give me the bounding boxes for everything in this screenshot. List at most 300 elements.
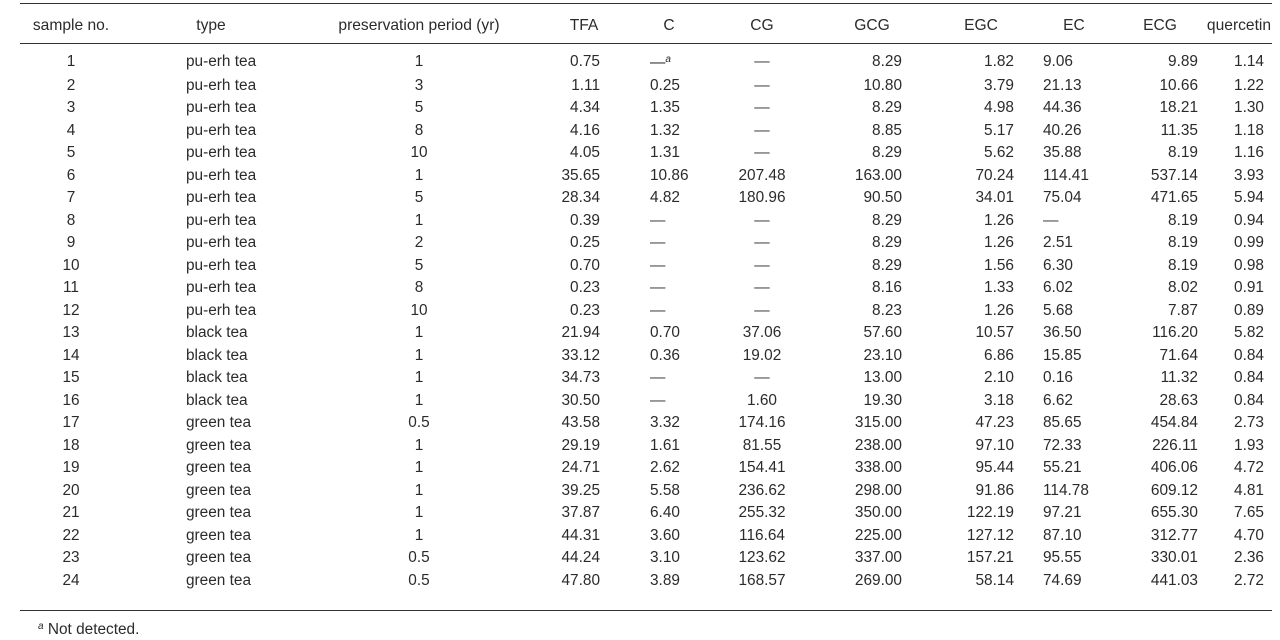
cell-ec: 114.41	[1043, 166, 1089, 184]
cell-cg: 116.64	[739, 526, 785, 544]
cell-preservation-period: 0.5	[408, 414, 430, 431]
cell-egc: 97.10	[975, 436, 1014, 454]
cell-ecg: 655.30	[1150, 504, 1198, 521]
table-body	[20, 43, 1272, 592]
cell-type: black tea	[186, 369, 248, 386]
table-row	[20, 232, 1272, 255]
cell-egc: 3.79	[984, 76, 1014, 94]
footnote-text: Not detected.	[47, 621, 140, 638]
cell-type: pu-erh tea	[186, 279, 257, 296]
cell-sample-no: 17	[62, 414, 80, 431]
cell-cg: —	[754, 234, 770, 251]
cell-ecg: 9.89	[1168, 52, 1198, 70]
cell-c: —	[650, 391, 666, 409]
cell-egc: 1.33	[984, 279, 1014, 296]
table-row	[20, 120, 1272, 143]
table-top-rule	[20, 3, 1272, 4]
cell-cg: 1.60	[747, 391, 777, 409]
cell-egc: 1.26	[984, 301, 1014, 319]
cell-sample-no: 20	[62, 481, 80, 499]
cell-sample-no: 21	[62, 504, 80, 521]
cell-preservation-period: 1	[414, 481, 424, 499]
cell-tfa: 24.71	[561, 459, 600, 476]
footnote-marker: a	[38, 621, 44, 632]
cell-egc: 6.86	[984, 346, 1014, 364]
cell-quercetin: 0.99	[1234, 234, 1264, 251]
cell-tfa: 0.75	[570, 52, 600, 70]
cell-ec: 6.62	[1043, 391, 1073, 409]
cell-ecg: 406.06	[1150, 459, 1198, 476]
cell-preservation-period: 1	[414, 459, 424, 476]
cell-sample-no: 19	[62, 459, 80, 476]
cell-sample-no: 2	[66, 76, 76, 94]
cell-preservation-period: 5	[414, 99, 424, 116]
cell-type: green tea	[186, 504, 252, 521]
cell-egc: 58.14	[975, 571, 1014, 589]
cell-type: pu-erh tea	[186, 211, 257, 229]
cell-egc: 47.23	[975, 414, 1014, 431]
cell-gcg: 13.00	[863, 369, 902, 386]
cell-quercetin: 1.14	[1234, 52, 1264, 70]
cell-quercetin: 0.84	[1234, 391, 1264, 409]
cell-ec: 40.26	[1043, 121, 1082, 139]
table-row	[20, 412, 1272, 435]
cell-cg: 123.62	[738, 549, 786, 566]
cell-quercetin: 0.84	[1234, 369, 1264, 386]
cell-ec: 2.51	[1043, 234, 1073, 251]
cell-type: black tea	[186, 391, 248, 409]
cell-c: —	[650, 234, 666, 251]
cell-sample-no: 22	[62, 526, 80, 544]
cell-ecg: 8.19	[1168, 234, 1198, 251]
cell-quercetin: 3.93	[1234, 166, 1264, 184]
cell-ec: 55.21	[1043, 459, 1082, 476]
cell-egc: 2.10	[984, 369, 1014, 386]
cell-preservation-period: 2	[414, 234, 424, 251]
cell-c: 3.32	[650, 414, 680, 431]
cell-gcg: 315.00	[854, 414, 902, 431]
cell-gcg: 163.00	[854, 166, 902, 184]
cell-cg: 19.02	[742, 346, 782, 364]
table-row	[20, 97, 1272, 120]
cell-sample-no: 12	[62, 301, 80, 319]
cell-egc: 10.57	[975, 324, 1014, 341]
cell-gcg: 8.29	[872, 256, 902, 274]
cell-cg: —	[754, 52, 770, 70]
cell-c: 3.60	[650, 526, 680, 544]
cell-preservation-period: 10	[410, 301, 428, 319]
cell-cg: —	[754, 99, 770, 116]
cell-ecg: 11.35	[1160, 121, 1198, 139]
cell-c: 3.10	[650, 549, 680, 566]
table-row	[20, 322, 1272, 345]
cell-ec: 6.30	[1043, 256, 1073, 274]
cell-gcg: 8.29	[872, 52, 902, 70]
table-row	[20, 142, 1272, 165]
not-detected-dash: —	[650, 54, 666, 71]
cell-gcg: 8.29	[872, 211, 902, 229]
cell-c: 1.35	[650, 99, 680, 116]
cell-ec: 95.55	[1043, 549, 1082, 566]
cell-tfa: 4.16	[570, 121, 600, 139]
cell-ecg: 116.20	[1152, 324, 1198, 341]
cell-egc: 3.18	[984, 391, 1014, 409]
column-header-gcg: GCG	[854, 16, 890, 34]
cell-egc: 127.12	[966, 526, 1014, 544]
cell-c: 6.40	[650, 504, 680, 521]
cell-quercetin: 0.98	[1234, 256, 1264, 274]
cell-gcg: 8.16	[872, 279, 902, 296]
cell-cg: —	[754, 256, 770, 274]
cell-cg: —	[754, 279, 770, 296]
cell-type: pu-erh tea	[186, 166, 257, 184]
cell-tfa: 34.73	[561, 369, 600, 386]
cell-quercetin: 2.36	[1234, 549, 1264, 566]
cell-cg: 81.55	[742, 436, 782, 454]
cell-type: pu-erh tea	[186, 144, 257, 161]
cell-ec: 75.04	[1043, 189, 1082, 206]
cell-quercetin: 1.22	[1234, 76, 1264, 94]
cell-gcg: 23.10	[863, 346, 902, 364]
cell-egc: 5.62	[984, 144, 1014, 161]
cell-type: black tea	[186, 324, 248, 341]
cell-sample-no: 6	[66, 166, 76, 184]
cell-cg: 207.48	[738, 166, 786, 184]
cell-egc: 1.56	[984, 256, 1014, 274]
cell-preservation-period: 5	[414, 189, 424, 206]
cell-type: pu-erh tea	[186, 189, 257, 206]
cell-ec: —	[1043, 211, 1059, 229]
cell-type: green tea	[186, 571, 252, 589]
cell-ecg: 312.77	[1150, 526, 1198, 544]
cell-ec: 114.78	[1043, 481, 1089, 499]
cell-preservation-period: 1	[414, 369, 424, 386]
cell-quercetin: 0.84	[1234, 346, 1264, 364]
cell-preservation-period: 1	[414, 324, 424, 341]
cell-ec: 72.33	[1043, 436, 1082, 454]
cell-ecg: 71.64	[1159, 346, 1198, 364]
table-row	[20, 435, 1272, 458]
cell-gcg: 298.00	[854, 481, 902, 499]
cell-ecg: 8.19	[1168, 144, 1198, 161]
cell-preservation-period: 1	[414, 436, 424, 454]
cell-sample-no: 11	[63, 279, 79, 296]
cell-cg: 236.62	[738, 481, 786, 499]
cell-ec: 97.21	[1043, 504, 1082, 521]
cell-quercetin: 2.73	[1234, 414, 1264, 431]
cell-quercetin: 1.93	[1234, 436, 1264, 454]
cell-ecg: 11.32	[1160, 369, 1198, 386]
table-row	[20, 43, 1272, 75]
cell-ecg: 8.19	[1168, 256, 1198, 274]
cell-tfa: 0.23	[570, 279, 600, 296]
table-bottom-rule	[20, 610, 1272, 611]
cell-c: —	[650, 369, 666, 386]
cell-sample-no: 5	[66, 144, 76, 161]
cell-type: pu-erh tea	[186, 99, 257, 116]
cell-gcg: 350.00	[854, 504, 902, 521]
cell-c: 1.31	[650, 144, 680, 161]
cell-tfa: 28.34	[561, 189, 600, 206]
table-row	[20, 277, 1272, 300]
cell-tfa: 0.39	[570, 211, 600, 229]
cell-egc: 1.26	[984, 211, 1014, 229]
cell-tfa: 35.65	[561, 166, 600, 184]
cell-tfa: 21.94	[561, 324, 600, 341]
cell-gcg: 269.00	[854, 571, 902, 589]
cell-type: green tea	[186, 414, 252, 431]
table-row	[20, 390, 1272, 413]
cell-c	[630, 43, 708, 75]
cell-tfa: 0.25	[570, 234, 600, 251]
cell-c: —	[650, 301, 666, 319]
cell-egc: 95.44	[975, 459, 1014, 476]
cell-cg: 168.57	[738, 571, 786, 589]
cell-c: 4.82	[650, 189, 680, 206]
table-row	[20, 480, 1272, 503]
cell-ec: 6.02	[1043, 279, 1073, 296]
cell-ecg: 10.66	[1159, 76, 1198, 94]
cell-preservation-period: 10	[410, 144, 428, 161]
table-row	[20, 165, 1272, 188]
cell-type: green tea	[186, 526, 252, 544]
cell-tfa: 39.25	[561, 481, 600, 499]
cell-type: green tea	[186, 549, 252, 566]
cell-gcg: 10.80	[863, 76, 902, 94]
cell-quercetin: 4.72	[1234, 459, 1264, 476]
column-header-sample-no: sample no.	[32, 16, 110, 34]
cell-ec: 5.68	[1043, 301, 1073, 319]
cell-ecg: 330.01	[1150, 549, 1198, 566]
cell-tfa: 0.23	[570, 301, 600, 319]
cell-sample-no: 9	[66, 234, 76, 251]
cell-c: 10.86	[650, 166, 689, 184]
table-row	[20, 570, 1272, 593]
column-header-quercetin: quercetin	[1206, 16, 1272, 34]
cell-sample-no: 4	[66, 121, 76, 139]
table-row	[20, 255, 1272, 278]
cell-gcg: 8.23	[872, 301, 902, 319]
cell-ec: 74.69	[1043, 571, 1082, 589]
cell-cg: —	[754, 144, 770, 161]
cell-egc: 1.26	[984, 234, 1014, 251]
cell-quercetin: 7.65	[1234, 504, 1264, 521]
cell-gcg: 337.00	[854, 549, 902, 566]
cell-ec: 36.50	[1043, 324, 1082, 341]
cell-ecg: 441.03	[1150, 571, 1198, 589]
cell-egc: 91.86	[975, 481, 1014, 499]
cell-quercetin: 1.18	[1234, 121, 1264, 139]
cell-preservation-period: 1	[414, 166, 424, 184]
cell-type: pu-erh tea	[186, 301, 257, 319]
cell-quercetin: 0.91	[1234, 279, 1264, 296]
cell-type: pu-erh tea	[186, 121, 257, 139]
cell-egc: 1.82	[984, 52, 1014, 70]
column-header-preservation-period: preservation period (yr)	[338, 16, 500, 34]
column-header-egc: EGC	[964, 16, 998, 34]
column-header-c: C	[663, 16, 675, 34]
cell-ec: 44.36	[1043, 99, 1082, 116]
cell-c: 0.36	[650, 346, 680, 364]
results-table	[20, 8, 1272, 592]
cell-ecg: 454.84	[1150, 414, 1198, 431]
cell-preservation-period: 1	[414, 504, 424, 521]
cell-preservation-period: 8	[414, 121, 424, 139]
cell-quercetin: 2.72	[1234, 571, 1264, 589]
cell-sample-no: 16	[62, 391, 80, 409]
cell-quercetin: 4.70	[1234, 526, 1264, 544]
cell-ecg: 537.14	[1150, 166, 1198, 184]
cell-tfa: 30.50	[561, 391, 600, 409]
cell-ec: 15.85	[1043, 346, 1082, 364]
cell-ecg: 226.11	[1152, 436, 1198, 454]
cell-ec: 85.65	[1043, 414, 1082, 431]
cell-preservation-period: 1	[414, 346, 424, 364]
table-row	[20, 75, 1272, 98]
cell-gcg: 19.30	[863, 391, 902, 409]
cell-c: 3.89	[650, 571, 680, 589]
table-header-row	[20, 8, 1272, 43]
cell-type: green tea	[186, 459, 252, 476]
cell-c: 0.70	[650, 324, 680, 341]
cell-preservation-period: 8	[414, 279, 424, 296]
cell-tfa: 33.12	[561, 346, 600, 364]
cell-ec: 0.16	[1043, 369, 1073, 386]
cell-egc: 157.21	[966, 549, 1014, 566]
cell-cg: 174.16	[738, 414, 786, 431]
cell-tfa: 1.11	[571, 76, 600, 94]
cell-egc: 122.19	[966, 504, 1014, 521]
cell-preservation-period: 5	[414, 256, 424, 274]
cell-ecg: 18.21	[1159, 99, 1198, 116]
cell-tfa: 44.31	[561, 526, 600, 544]
cell-tfa: 43.58	[561, 414, 600, 431]
cell-gcg: 225.00	[854, 526, 902, 544]
cell-egc: 70.24	[975, 166, 1014, 184]
cell-ecg: 28.63	[1159, 391, 1198, 409]
cell-tfa: 4.05	[570, 144, 600, 161]
column-header-ecg: ECG	[1143, 16, 1177, 34]
column-header-cg: CG	[750, 16, 774, 34]
cell-ecg: 7.87	[1168, 301, 1198, 319]
cell-type: pu-erh tea	[186, 256, 257, 274]
cell-gcg: 238.00	[854, 436, 902, 454]
cell-cg: 180.96	[738, 189, 786, 206]
table-row	[20, 525, 1272, 548]
cell-preservation-period: 0.5	[408, 571, 430, 589]
cell-ecg: 609.12	[1150, 481, 1198, 499]
cell-gcg: 8.29	[872, 144, 902, 161]
cell-c: 1.32	[650, 121, 680, 139]
cell-tfa: 37.87	[561, 504, 600, 521]
cell-ec: 21.13	[1043, 76, 1082, 94]
cell-c: —	[650, 256, 666, 274]
cell-cg: —	[754, 121, 770, 139]
table-row	[20, 345, 1272, 368]
cell-preservation-period: 1	[414, 391, 424, 409]
cell-ec: 87.10	[1043, 526, 1082, 544]
column-header-type: type	[196, 16, 226, 34]
cell-sample-no: 7	[66, 189, 76, 206]
cell-egc: 4.98	[984, 99, 1014, 116]
cell-preservation-period: 1	[414, 211, 424, 229]
cell-preservation-period: 1	[414, 52, 424, 70]
table-row	[20, 210, 1272, 233]
cell-ecg: 471.65	[1150, 189, 1198, 206]
table-row	[20, 502, 1272, 525]
cell-gcg: 57.60	[863, 324, 902, 341]
cell-quercetin: 0.94	[1234, 211, 1264, 229]
cell-tfa: 29.19	[561, 436, 600, 454]
footnote	[38, 617, 139, 640]
column-header-tfa: TFA	[569, 16, 599, 34]
cell-sample-no: 23	[62, 549, 80, 566]
cell-type: green tea	[186, 481, 252, 499]
cell-c: 0.25	[650, 76, 680, 94]
cell-tfa: 4.34	[570, 99, 600, 116]
cell-quercetin: 0.89	[1234, 301, 1264, 319]
cell-type: pu-erh tea	[186, 234, 257, 251]
column-header-ec: EC	[1063, 16, 1085, 34]
cell-sample-no: 13	[62, 324, 80, 341]
cell-gcg: 8.29	[872, 99, 902, 116]
cell-sample-no: 15	[62, 369, 80, 386]
cell-c: 1.61	[650, 436, 680, 454]
cell-type: black tea	[186, 346, 248, 364]
cell-quercetin: 1.16	[1234, 144, 1264, 161]
cell-cg: —	[754, 211, 770, 229]
table-row	[20, 300, 1272, 323]
footnote-ref-marker: a	[665, 54, 671, 65]
cell-preservation-period: 0.5	[408, 549, 430, 566]
cell-tfa: 44.24	[561, 549, 600, 566]
cell-quercetin: 5.82	[1234, 324, 1264, 341]
cell-sample-no: 18	[62, 436, 80, 454]
table-row	[20, 547, 1272, 570]
cell-sample-no: 24	[62, 571, 80, 589]
cell-ec: 9.06	[1043, 52, 1073, 70]
cell-preservation-period: 1	[414, 526, 424, 544]
cell-ecg: 8.02	[1168, 279, 1198, 296]
cell-tfa: 47.80	[561, 571, 600, 589]
cell-preservation-period: 3	[414, 76, 424, 94]
cell-c: —	[650, 211, 666, 229]
cell-cg: 154.41	[738, 459, 786, 476]
cell-gcg: 8.85	[872, 121, 902, 139]
cell-quercetin: 1.30	[1234, 99, 1264, 116]
cell-c: —	[650, 279, 666, 296]
cell-gcg: 338.00	[854, 459, 902, 476]
cell-cg: —	[754, 301, 770, 319]
table-row	[20, 457, 1272, 480]
cell-sample-no: 3	[66, 99, 76, 116]
cell-sample-no: 14	[62, 346, 80, 364]
cell-type: pu-erh tea	[186, 52, 257, 70]
cell-gcg: 90.50	[863, 189, 902, 206]
table-row	[20, 367, 1272, 390]
cell-quercetin: 4.81	[1234, 481, 1264, 499]
cell-c: 5.58	[650, 481, 680, 499]
cell-cg: 255.32	[738, 504, 786, 521]
cell-tfa: 0.70	[570, 256, 600, 274]
cell-cg: —	[754, 76, 770, 94]
cell-c: 2.62	[650, 459, 680, 476]
cell-sample-no: 10	[62, 256, 80, 274]
cell-cg: 37.06	[742, 324, 782, 341]
cell-gcg: 8.29	[872, 234, 902, 251]
cell-cg: —	[754, 369, 770, 386]
cell-sample-no: 8	[66, 211, 76, 229]
